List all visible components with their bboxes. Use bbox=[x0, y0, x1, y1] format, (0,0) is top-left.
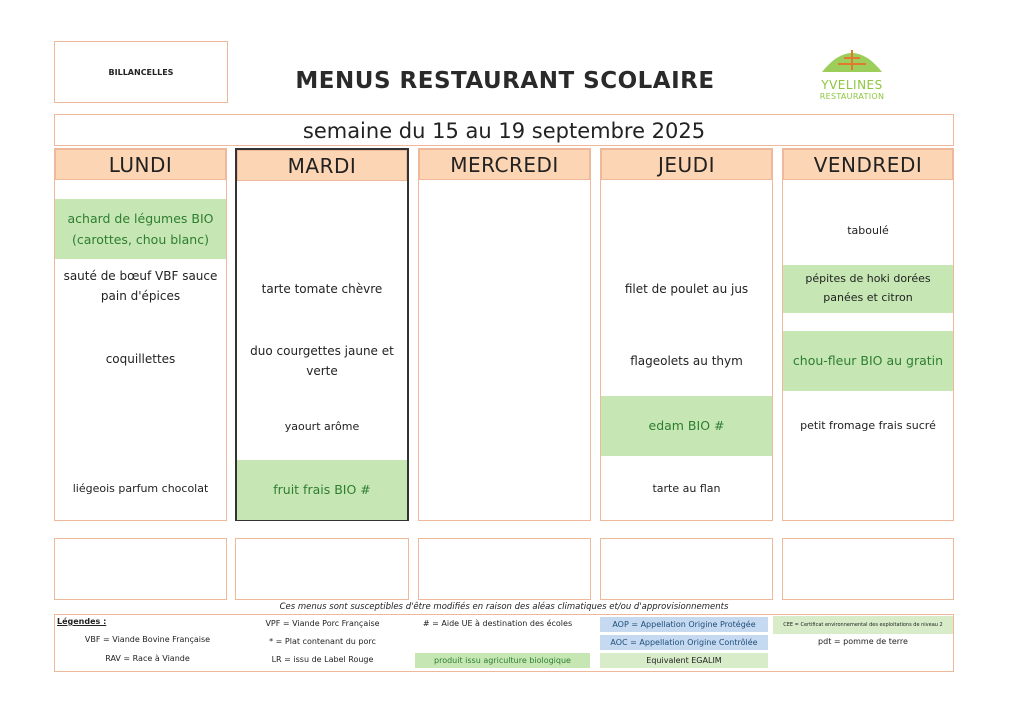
week-banner: semaine du 15 au 19 septembre 2025 bbox=[54, 114, 954, 146]
legend-vpf: VPF = Viande Porc Française bbox=[265, 619, 380, 628]
logo-text-1: YVELINES bbox=[821, 78, 883, 92]
menu-item: tarte tomate chèvre bbox=[261, 281, 383, 296]
menu-item: yaourt arôme bbox=[284, 419, 360, 433]
menu-item: tarte au flan bbox=[652, 481, 721, 495]
footer-cell bbox=[782, 538, 954, 600]
logo-text-2: RESTAURATION bbox=[819, 92, 885, 101]
legend-box bbox=[54, 614, 954, 672]
legend-rav: RAV = Race à Viande bbox=[105, 654, 190, 663]
menu-item: taboulé bbox=[847, 223, 889, 237]
menu-item: fruit frais BIO # bbox=[237, 460, 407, 520]
page-title: MENUS RESTAURANT SCOLAIRE bbox=[295, 68, 715, 94]
day-column-lundi bbox=[54, 148, 227, 521]
menu-item: flageolets au thym bbox=[630, 353, 743, 368]
day-header: LUNDI bbox=[55, 149, 226, 180]
day-header: MARDI bbox=[237, 150, 407, 181]
yvelines-logo bbox=[804, 40, 900, 100]
menu-item: sauté de bœuf VBF sauce pain d'épices bbox=[63, 268, 218, 303]
menu-item: edam BIO # bbox=[601, 396, 772, 456]
menu-item: liégeois parfum chocolat bbox=[72, 481, 209, 495]
footer-cell bbox=[235, 538, 409, 600]
legend-aop: AOP = Appellation Origine Protégée bbox=[600, 617, 768, 632]
legend-title: Légendes : bbox=[57, 617, 107, 626]
disclaimer: Ces menus sont susceptibles d'être modifiés en raison des aléas climatiques et/ou d'approvisionnements bbox=[279, 602, 729, 612]
menu-item: chou-fleur BIO au gratin bbox=[783, 331, 953, 391]
footer-cell bbox=[54, 538, 227, 600]
day-header: VENDREDI bbox=[783, 149, 953, 180]
day-column-mardi bbox=[235, 148, 409, 521]
menu-item: coquillettes bbox=[105, 351, 176, 366]
day-column-mercredi bbox=[418, 148, 591, 521]
legend-porc: * = Plat contenant du porc bbox=[269, 637, 376, 646]
day-header: JEUDI bbox=[601, 149, 772, 180]
menu-item: filet de poulet au jus bbox=[624, 281, 749, 296]
menu-item: petit fromage frais sucré bbox=[800, 418, 936, 432]
legend-bio: produit issu agriculture biologique bbox=[415, 653, 590, 668]
day-column-vendredi bbox=[782, 148, 954, 521]
legend-egalim: Equivalent EGALIM bbox=[600, 653, 768, 668]
menu-item: duo courgettes jaune et verte bbox=[250, 343, 394, 378]
legend-cee: CEE = Certificat environnemental des exploitations de niveau 2 bbox=[773, 616, 953, 634]
logo-icon bbox=[804, 40, 900, 74]
school-name-box bbox=[54, 41, 228, 103]
school-name: BILLANCELLES bbox=[108, 67, 174, 77]
day-column-jeudi bbox=[600, 148, 773, 521]
legend-aide: # = Aide UE à destination des écoles bbox=[422, 619, 573, 628]
legend-vbf: VBF = Viande Bovine Française bbox=[84, 635, 211, 644]
menu-item: pépites de hoki dorées panées et citron bbox=[783, 265, 953, 313]
menu-item: achard de légumes BIO (carottes, chou blanc) bbox=[55, 199, 226, 259]
footer-cell bbox=[600, 538, 773, 600]
legend-pdt: pdt = pomme de terre bbox=[818, 637, 908, 646]
legend-lr: LR = issu de Label Rouge bbox=[271, 655, 374, 664]
legend-aoc: AOC = Appellation Origine Contrôlée bbox=[600, 635, 768, 650]
footer-cell bbox=[418, 538, 591, 600]
day-header: MERCREDI bbox=[419, 149, 590, 180]
